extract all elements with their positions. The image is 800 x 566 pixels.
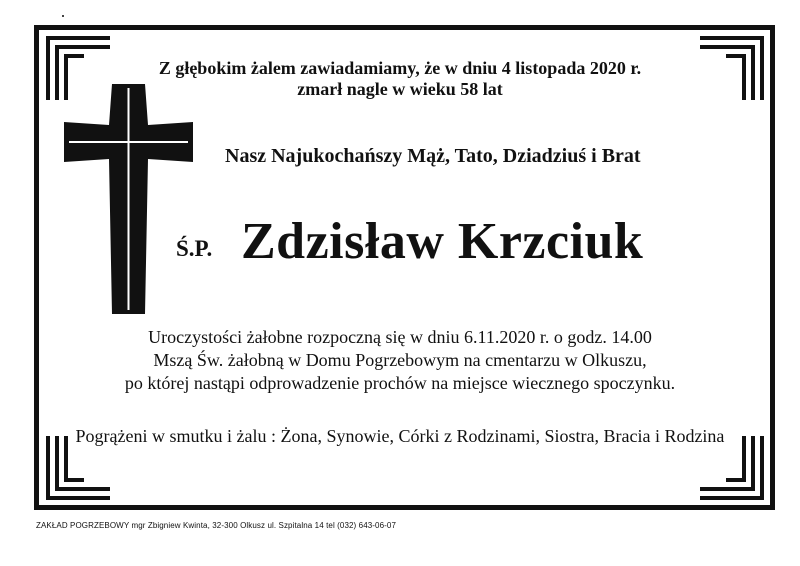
deceased-name: Zdzisław Krzciuk bbox=[241, 213, 644, 270]
sp-prefix: Ś.P. bbox=[176, 236, 213, 261]
ceremony-line-2: Mszą Św. żałobną w Domu Pogrzebowym na cmentarzu w Olkuszu, bbox=[153, 350, 647, 370]
funeral-home-footer: ZAKŁAD POGRZEBOWY mgr Zbigniew Kwinta, 32-300 Olkusz ul. Szpitalna 14 tel (032) 643-06-07 bbox=[36, 521, 397, 530]
ceremony-line-3: po której nastąpi odprowadzenie prochów na miejsce wiecznego spoczynku. bbox=[124, 373, 676, 393]
announcement-line-1: Z głębokim żalem zawiadamiamy, że w dniu 4 listopada 2020 r. bbox=[158, 58, 642, 78]
ceremony-line-1: Uroczystości żałobne rozpoczną się w dniu 6.11.2020 r. o godz. 14.00 bbox=[148, 327, 652, 347]
scan-speck bbox=[62, 15, 64, 17]
announcement-line-2: zmarł nagle w wieku 58 lat bbox=[297, 79, 503, 99]
mourners-line: Pogrążeni w smutku i żalu : Żona, Synowie, Córki z Rodzinami, Siostra, Bracia i Rodzina bbox=[75, 426, 725, 446]
relation-line: Nasz Najukochańszy Mąż, Tato, Dziadziuś i Brat bbox=[225, 145, 641, 167]
cross-icon bbox=[61, 80, 196, 318]
